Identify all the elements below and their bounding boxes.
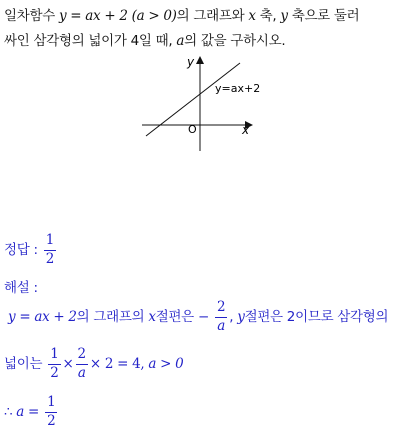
final-numerator: 1: [45, 396, 57, 413]
answer-denominator: 2: [45, 250, 55, 267]
solution-text: 절편은 2이므로 삼각형의: [244, 309, 389, 325]
answer-fraction: [44, 234, 56, 266]
final-denominator: 2: [47, 412, 56, 429]
x-variable: x: [248, 8, 256, 24]
problem-text: 의 그래프와: [176, 8, 245, 24]
two-over-a-numerator: 2: [76, 348, 88, 365]
problem-text: 일차함수: [4, 8, 55, 24]
condition: (a > 0): [131, 8, 177, 24]
final-fraction: [45, 396, 57, 428]
solution-label: 해설 :: [4, 280, 38, 296]
two-over-a-denominator: a: [77, 364, 86, 381]
x-axis-label: x: [242, 123, 250, 137]
times-sign: ×: [62, 356, 74, 372]
origin-label: O: [188, 123, 197, 136]
area-equation: × 2 = 4,: [89, 356, 145, 372]
half-denominator: 2: [50, 364, 59, 381]
y-variable: y: [237, 309, 245, 325]
x-intercept-fraction: [215, 301, 227, 333]
problem-text: 축으로 둘러: [291, 8, 360, 24]
function-equation: y = ax + 2: [58, 8, 128, 24]
solution-line-1: [8, 301, 388, 333]
solution-text: 절편은: [155, 309, 194, 325]
solution-line-2: [4, 348, 183, 380]
comma: ,: [229, 309, 234, 325]
minus-sign: −: [197, 309, 209, 325]
answer-label: 정답 :: [4, 242, 38, 258]
answer-numerator: 1: [44, 234, 56, 251]
two-over-a-fraction: [76, 348, 88, 380]
half-fraction: [48, 348, 60, 380]
problem-text: 싸인 삼각형의 넓이가 4일 때,: [4, 33, 173, 49]
function-equation: y = ax + 2: [8, 309, 77, 325]
a-variable: a: [176, 33, 185, 49]
answer-row: [4, 234, 58, 266]
problem-line-2: [4, 29, 285, 49]
solution-text: 의 그래프의: [76, 309, 145, 325]
problem-text: 축,: [259, 8, 277, 24]
x-intercept-denominator: a: [217, 317, 225, 334]
therefore-symbol: ∴: [4, 404, 13, 420]
solution-text: 넓이는: [4, 356, 43, 372]
solution-line-3: [4, 396, 59, 428]
y-axis-label: y: [187, 55, 195, 69]
problem-text: 의 값을 구하시오.: [184, 33, 286, 49]
x-variable: x: [148, 309, 156, 325]
line-label: y=ax+2: [215, 82, 261, 95]
y-variable: y: [280, 8, 288, 24]
a-equals: a =: [16, 404, 40, 420]
condition: a > 0: [148, 356, 184, 372]
function-graph: [138, 54, 268, 154]
x-intercept-numerator: 2: [215, 301, 227, 318]
problem-line-1: [4, 4, 359, 24]
half-numerator: 1: [48, 348, 60, 365]
